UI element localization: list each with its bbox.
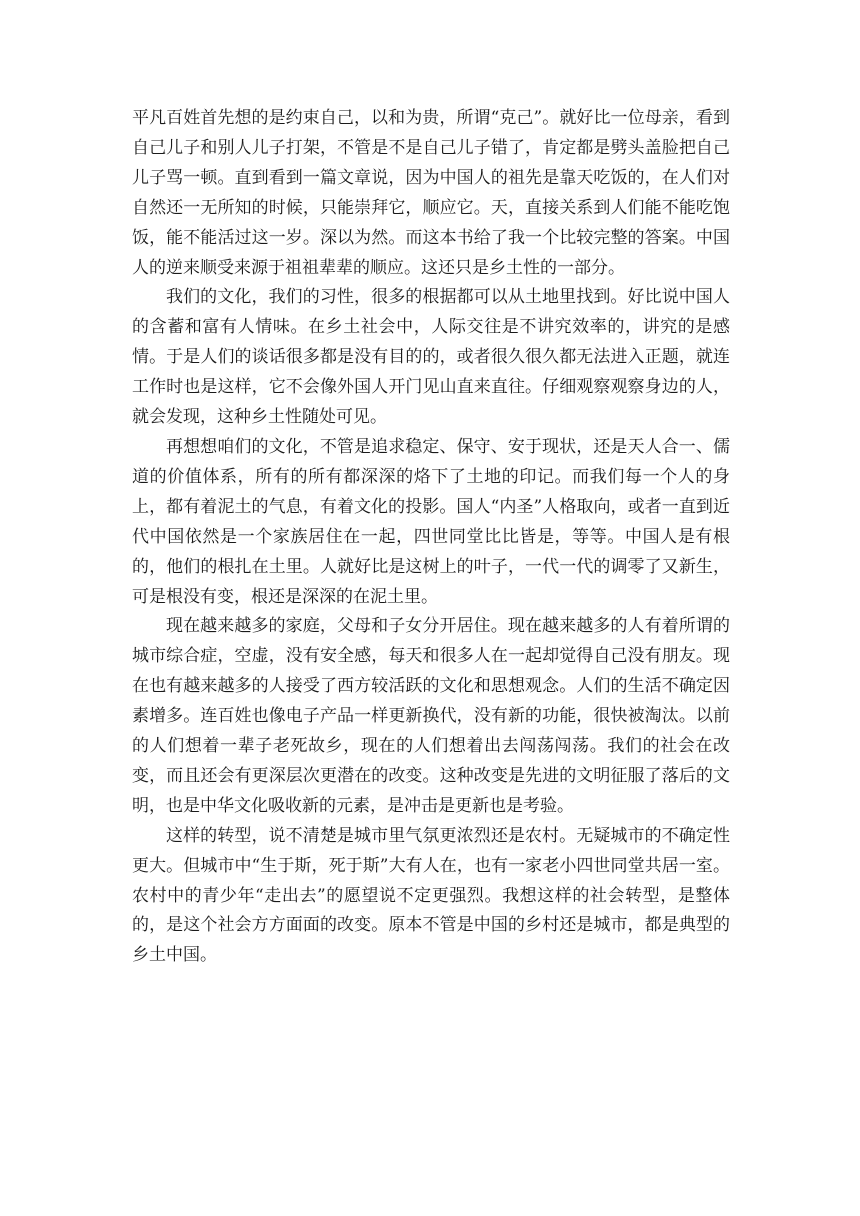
document-body <box>132 104 730 971</box>
paragraph-3: 再想想咱们的文化，不管是追求稳定、保守、安于现状，还是天人合一、儒道的价值体系，所有的所有都深深的烙下了土地的印记。而我们每一个人的身上，都有着泥土的气息，有着文化的投影。国人“内圣”人格取向，或者一直到近代中国依然是一个家族居住在一起，四世同堂比比皆是，等等。中国人是有根的，他们的根扎在土里。人就好比是这树上的叶子，一代一代的调零了又新生，可是根没有变，根还是深深的在泥土里。 <box>132 436 730 607</box>
paragraph-5: 这样的转型，说不清楚是城市里气氛更浓烈还是农村。无疑城市的不确定性更大。但城市中“生于斯，死于斯”大有人在，也有一家老小四世同堂共居一室。农村中的青少年“走出去”的愿望说不定更强烈。我想这样的社会转型，是整体的，是这个社会方方面面的改变。原本不管是中国的乡村还是城市，都是典型的乡土中国。 <box>132 825 730 966</box>
paragraph-4: 现在越来越多的家庭，父母和子女分开居住。现在越来越多的人有着所谓的城市综合症，空虚，没有安全感，每天和很多人在一起却觉得自己没有朋友。现在也有越来越多的人接受了西方较活跃的文化和思想观念。人们的生活不确定因素增多。连百姓也像电子产品一样更新换代，没有新的功能，很快被淘汰。以前的人们想着一辈子老死故乡，现在的人们想着出去闯荡闯荡。我们的社会在改变，而且还会有更深层次更潜在的改变。这种改变是先进的文明征服了落后的文明，也是中华文化吸收新的元素，是冲击是更新也是考验。 <box>132 616 730 816</box>
paragraph-2: 我们的文化，我们的习性，很多的根据都可以从土地里找到。好比说中国人的含蓄和富有人情味。在乡土社会中，人际交往是不讲究效率的，讲究的是感情。于是人们的谈话很多都是没有目的的，或者很久很久都无法进入正题，就连工作时也是这样，它不会像外国人开门见山直来直往。仔细观察观察身边的人，就会发现，这种乡土性随处可见。 <box>132 287 730 428</box>
paragraph-1: 平凡百姓首先想的是约束自己，以和为贵，所谓“克己”。就好比一位母亲，看到自己儿子和别人儿子打架，不管是不是自己儿子错了，肯定都是劈头盖脸把自己儿子骂一顿。直到看到一篇文章说，因为中国人的祖先是靠天吃饭的，在人们对自然还一无所知的时候，只能崇拜它，顺应它。天，直接关系到人们能不能吃饱饭，能不能活过这一岁。深以为然。而这本书给了我一个比较完整的答案。中国人的逆来顺受来源于祖祖辈辈的顺应。这还只是乡土性的一部分。 <box>132 108 730 278</box>
